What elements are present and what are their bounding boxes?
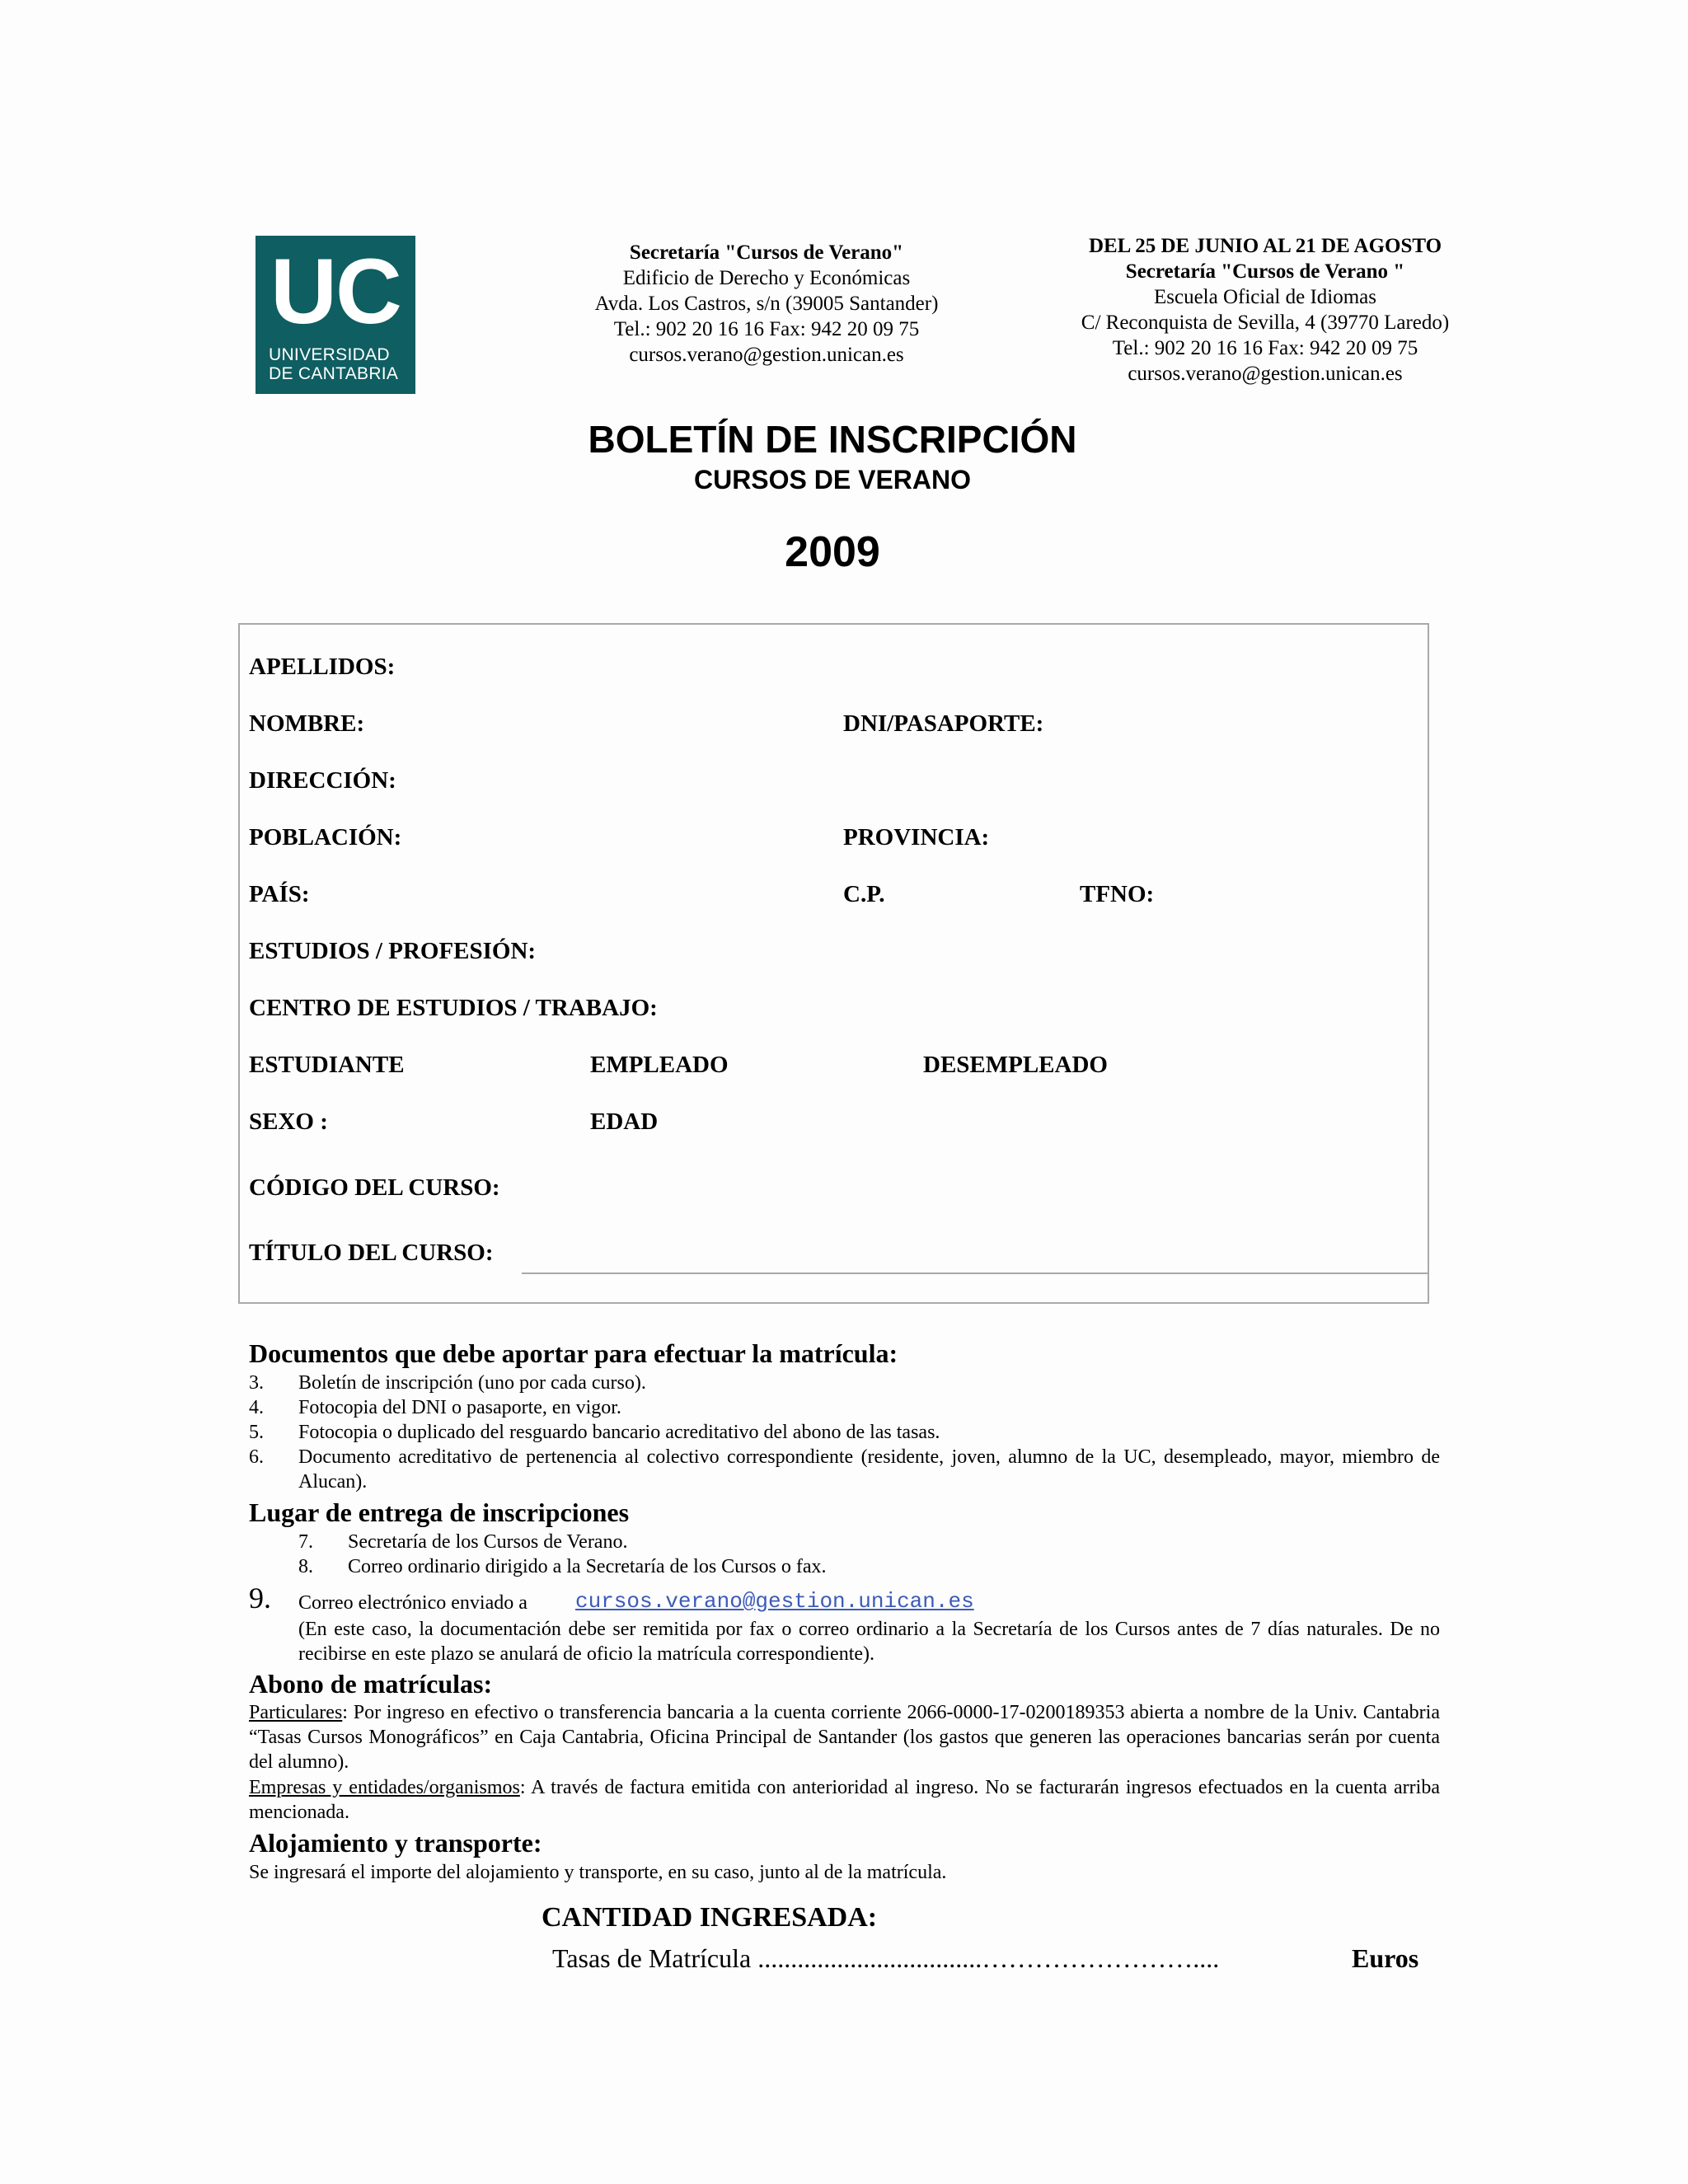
lugar-list — [298, 1530, 1440, 1579]
label-provincia: PROVINCIA: — [843, 824, 990, 851]
course-title-line — [522, 1272, 1429, 1274]
tasas-matricula: Tasas de Matrícula ..................................…………………….... — [552, 1943, 1220, 1973]
item-text: Correo ordinario dirigido a la Secretaría de los Cursos o fax. — [348, 1556, 827, 1577]
label-edad: EDAD — [590, 1108, 659, 1135]
label-estudiante: ESTUDIANTE — [249, 1052, 405, 1078]
label-poblacion: POBLACIÓN: — [249, 824, 402, 851]
label-centro: CENTRO DE ESTUDIOS / TRABAJO: — [249, 995, 658, 1021]
list-item — [249, 1420, 1440, 1445]
item9-text: Correo electrónico enviado a — [298, 1592, 528, 1614]
header-left-line2: Avda. Los Castros, s/n (39005 Santander) — [594, 293, 939, 315]
uc-logo — [256, 236, 415, 394]
item-number: 3. — [249, 1372, 264, 1394]
euros-label: Euros — [1352, 1943, 1419, 1973]
item-number: 8. — [298, 1556, 313, 1577]
list-item — [298, 1554, 1440, 1579]
label-codigo: CÓDIGO DEL CURSO: — [249, 1174, 500, 1201]
header-right-title: Secretaría "Cursos de Verano " — [1125, 260, 1405, 283]
header-left-line3: Tel.: 902 20 16 16 Fax: 942 20 09 75 — [613, 318, 920, 340]
label-direccion: DIRECCIÓN: — [249, 767, 396, 794]
item-text: Fotocopia del DNI o pasaporte, en vigor. — [298, 1397, 621, 1418]
item9-email-link[interactable]: cursos.verano@gestion.unican.es — [575, 1589, 974, 1614]
header-right-email: cursos.verano@gestion.unican.es — [1128, 363, 1403, 385]
label-nombre: NOMBRE: — [249, 710, 365, 737]
logo-mark: UC — [270, 240, 401, 343]
label-titulo: TÍTULO DEL CURSO: — [249, 1240, 494, 1266]
list-item — [298, 1530, 1440, 1554]
alojamiento-heading: Alojamiento y transporte: — [249, 1828, 542, 1858]
label-cp: C.P. — [843, 881, 885, 907]
label-estudios: ESTUDIOS / PROFESIÓN: — [249, 938, 537, 964]
item-text: Secretaría de los Cursos de Verano. — [348, 1531, 628, 1553]
label-dni: DNI/PASAPORTE: — [843, 710, 1044, 737]
logo-line2: DE CANTABRIA — [269, 364, 399, 383]
header-right-line2: C/ Reconquista de Sevilla, 4 (39770 Laredo) — [1081, 312, 1450, 334]
item9-number: 9. — [249, 1582, 271, 1615]
documentos-list — [249, 1371, 1440, 1494]
item-number: 6. — [249, 1446, 264, 1468]
item9-note: (En este caso, la documentación debe ser remitida por fax o correo ordinario a la Secretaría de los Cursos antes de 7 días naturales. De no recibirse en este plazo se anulará de oficio la matrícula correspondiente). — [298, 1619, 1440, 1665]
label-pais: PAÍS: — [249, 881, 310, 907]
cantidad-heading: CANTIDAD INGRESADA: — [542, 1902, 878, 1933]
header-right-line1: Escuela Oficial de Idiomas — [1153, 286, 1377, 308]
abono-heading: Abono de matrículas: — [249, 1669, 493, 1699]
header-left-title: Secretaría "Cursos de Verano" — [629, 241, 904, 264]
abono-particulares — [249, 1700, 1440, 1774]
documentos-heading: Documentos que debe aportar para efectuar la matrícula: — [249, 1338, 898, 1368]
list-item — [249, 1371, 1440, 1395]
alojamiento-text: Se ingresará el importe del alojamiento y transporte, en su caso, junto al de la matrícula. — [249, 1862, 947, 1883]
list-item — [249, 1395, 1440, 1420]
label-desempleado: DESEMPLEADO — [923, 1052, 1108, 1078]
particulares-label: Particulares — [249, 1702, 343, 1723]
item-text: Fotocopia o duplicado del resguardo bancario acreditativo del abono de las tasas. — [298, 1422, 940, 1443]
empresas-text: : A través de factura emitida con anterioridad al ingreso. No se facturarán ingresos efectuados en la cuenta arriba mencionada. — [249, 1777, 1440, 1823]
header-left-email: cursos.verano@gestion.unican.es — [629, 344, 904, 366]
header-left-address — [569, 240, 964, 368]
year: 2009 — [785, 528, 880, 576]
page-subtitle: CURSOS DE VERANO — [693, 465, 972, 494]
item-text: Documento acreditativo de pertenencia al colectivo correspondiente (residente, joven, alumno de la UC, desempleado, mayor, miembro de Alucan). — [298, 1446, 1440, 1493]
abono-empresas — [249, 1775, 1440, 1825]
lugar-heading: Lugar de entrega de inscripciones — [249, 1497, 630, 1527]
header-left-line1: Edificio de Derecho y Económicas — [622, 267, 911, 289]
item-number: 7. — [298, 1531, 313, 1553]
item-number: 4. — [249, 1397, 264, 1418]
header-right-line3: Tel.: 902 20 16 16 Fax: 942 20 09 75 — [1112, 337, 1418, 359]
empresas-label: Empresas y entidades/organismos — [249, 1777, 520, 1798]
logo-line1: UNIVERSIDAD — [269, 345, 390, 364]
label-sexo: SEXO : — [249, 1108, 328, 1135]
header-right-address — [1043, 233, 1488, 387]
label-empleado: EMPLEADO — [590, 1052, 729, 1078]
list-item — [249, 1445, 1440, 1494]
label-tfno: TFNO: — [1080, 881, 1155, 907]
label-apellidos: APELLIDOS: — [249, 654, 396, 680]
page-title: BOLETÍN DE INSCRIPCIÓN — [588, 418, 1077, 461]
item-text: Boletín de inscripción (uno por cada curso). — [298, 1372, 646, 1394]
item-number: 5. — [249, 1422, 264, 1443]
particulares-text: : Por ingreso en efectivo o transferencia bancaria a la cuenta corriente 2066-0000-17-0200189353 abierta a nombre de la Univ. Cantabria “Tasas Cursos Monográficos” en Caja Cantabria, Oficina Principal de Santander (los gastos que generen las operaciones bancarias serán por cuenta del alumno). — [249, 1702, 1440, 1773]
header-right-dates: DEL 25 DE JUNIO AL 21 DE AGOSTO — [1088, 235, 1442, 257]
